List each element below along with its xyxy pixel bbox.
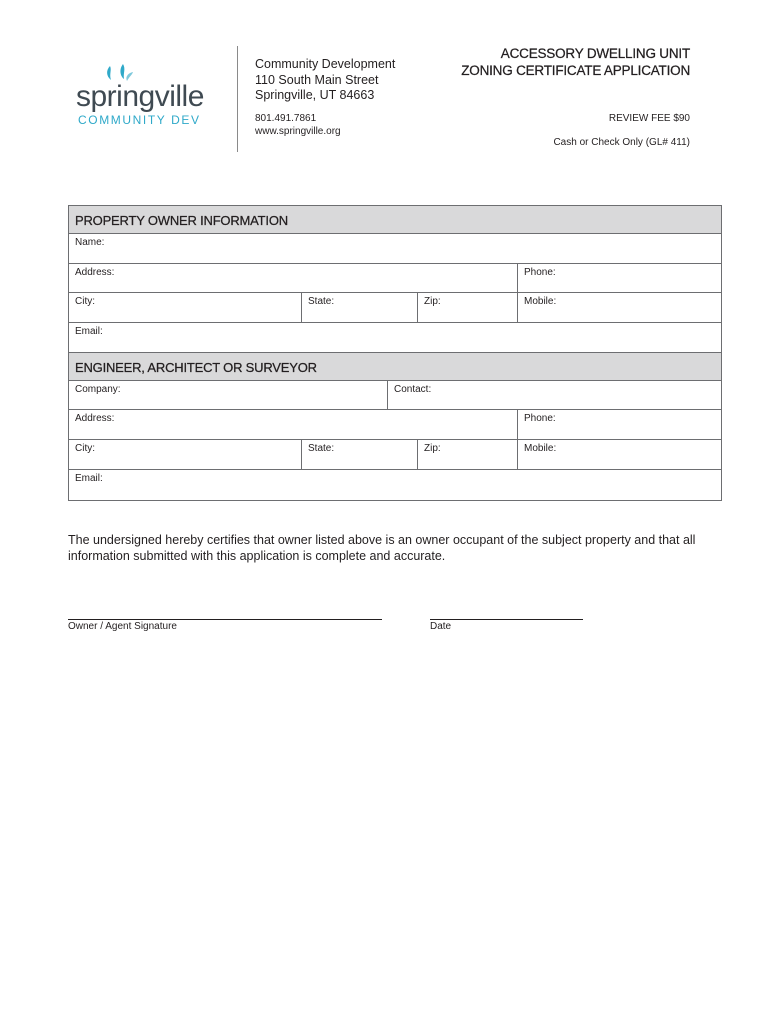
droplet-left: [107, 66, 111, 80]
engineer-phone-field[interactable]: [518, 410, 721, 439]
owner-mobile-field[interactable]: [518, 293, 721, 322]
owner-zip-field[interactable]: [418, 293, 518, 322]
owner-mobile-label: Mobile:: [524, 296, 557, 308]
application-form: [68, 205, 722, 501]
owner-city-field[interactable]: [69, 293, 302, 322]
review-fee: REVIEW FEE $90: [608, 113, 690, 124]
engineer-city-field[interactable]: [69, 440, 302, 469]
engineer-mobile-label: Mobile:: [524, 443, 557, 455]
owner-address-label: Address:: [75, 266, 115, 278]
engineer-email-field[interactable]: [69, 470, 721, 500]
engineer-phone-label: Phone:: [524, 413, 556, 425]
engineer-contact-label: Contact:: [394, 383, 432, 395]
owner-state-label: State:: [308, 296, 335, 308]
signature-line[interactable]: [68, 619, 382, 620]
engineer-address-field[interactable]: [69, 410, 518, 439]
owner-email-label: Email:: [75, 326, 103, 338]
owner-email-field[interactable]: [69, 323, 721, 352]
signature-label: Owner / Agent Signature: [68, 621, 177, 632]
owner-address-field[interactable]: [69, 264, 518, 293]
owner-name-row: [69, 234, 721, 264]
engineer-zip-label: Zip:: [424, 443, 441, 455]
form-title: [461, 46, 690, 79]
owner-city-row: [69, 293, 721, 323]
department-contact: [255, 113, 341, 138]
date-line[interactable]: [430, 619, 583, 620]
logo-tagline: COMMUNITY DEV: [78, 113, 201, 127]
owner-state-field[interactable]: [302, 293, 418, 322]
engineer-contact-field[interactable]: [388, 381, 721, 410]
engineer-city-row: [69, 440, 721, 470]
engineer-state-label: State:: [308, 443, 335, 455]
engineer-section-heading: ENGINEER, ARCHITECT OR SURVEYOR: [69, 353, 721, 381]
logo-word: springville: [76, 80, 204, 113]
owner-address-row: [69, 264, 721, 294]
owner-zip-label: Zip:: [424, 296, 441, 308]
date-label: Date: [430, 621, 452, 632]
logo-graphic: [76, 62, 216, 132]
engineer-address-row: [69, 410, 721, 440]
department-website[interactable]: www.springville.org: [255, 125, 341, 137]
engineer-company-label: Company:: [75, 383, 121, 395]
engineer-email-label: Email:: [75, 472, 103, 484]
header-divider: [237, 46, 238, 152]
department-phone: 801.491.7861: [255, 113, 317, 124]
department-name: Community Development: [255, 57, 396, 71]
engineer-zip-field[interactable]: [418, 440, 518, 469]
owner-name-field[interactable]: [69, 234, 721, 263]
form-title-line-1: ACCESSORY DWELLING UNIT: [500, 46, 690, 61]
engineer-company-field[interactable]: [69, 381, 388, 410]
springville-logo: [76, 62, 216, 132]
certification-statement: The undersigned hereby certifies that owner listed above is an owner occupant of the subject property and that all information submitted with this application is complete and accurate.: [68, 533, 696, 563]
owner-email-row: [69, 323, 721, 353]
owner-name-label: Name:: [75, 237, 105, 248]
department-address: [255, 57, 395, 104]
engineer-mobile-field[interactable]: [518, 440, 721, 469]
droplet-center: [120, 64, 124, 79]
owner-section-heading: PROPERTY OWNER INFORMATION: [69, 206, 721, 234]
payment-method: Cash or Check Only (GL# 411): [553, 137, 690, 148]
engineer-company-row: [69, 381, 721, 411]
street-address: 110 South Main Street: [255, 72, 379, 87]
engineer-address-label: Address:: [75, 413, 115, 425]
owner-phone-label: Phone:: [524, 266, 556, 278]
engineer-city-label: City:: [75, 443, 95, 455]
form-title-line-2: ZONING CERTIFICATE APPLICATION: [461, 62, 690, 78]
owner-phone-field[interactable]: [518, 264, 721, 293]
city-state-zip: Springville, UT 84663: [255, 88, 375, 102]
engineer-email-row: [69, 470, 721, 500]
owner-city-label: City:: [75, 296, 95, 308]
engineer-state-field[interactable]: [302, 440, 418, 469]
